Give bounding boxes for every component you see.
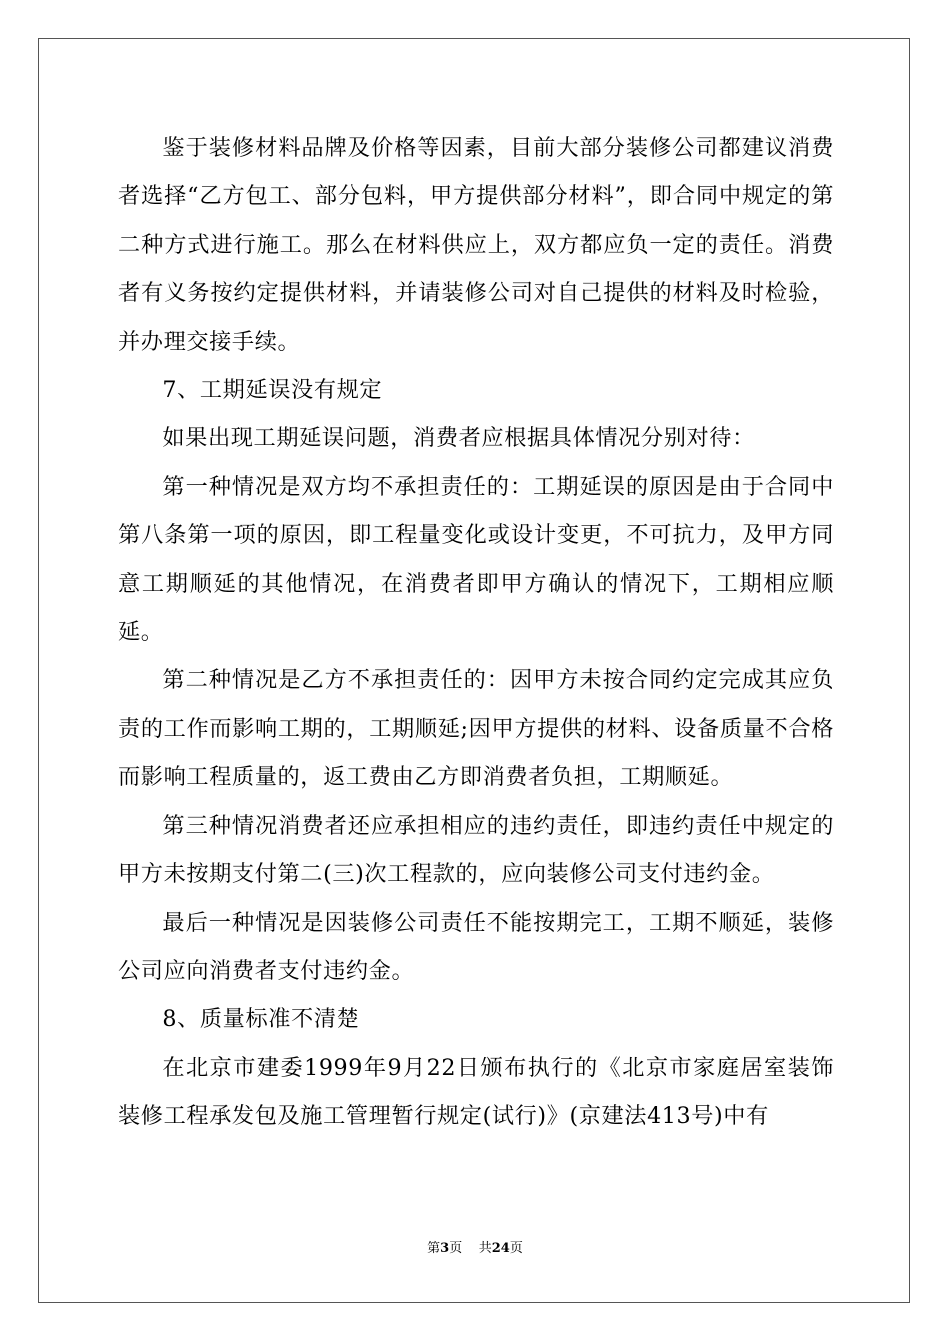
document-body <box>118 124 834 1141</box>
heading-delay-clause: 7、工期延误没有规定 <box>162 377 383 404</box>
footer-prefix: 第 <box>427 1241 441 1256</box>
paragraph-case-two: 第二种情况是乙方不承担责任的：因甲方未按合同约定完成其应负责的工作而影响工期的，工期顺延;因甲方提供的材料、设备质量不合格而影响工程质量的，返工费由乙方即消费者负担，工期顺延。 <box>118 667 834 791</box>
footer-page-suffix: 页 <box>449 1241 463 1256</box>
total-page-count: 24 <box>491 1241 510 1256</box>
paragraph-beijing-regulation: 在北京市建委1999年9月22日颁布执行的《北京市家庭居室装饰装修工程承发包及施工管理暂行规定(试行)》(京建法413号)中有 <box>118 1054 834 1130</box>
footer-total-prefix: 共 <box>478 1241 492 1256</box>
paragraph-case-one: 第一种情况是双方均不承担责任的：工期延误的原因是由于合同中第八条第一项的原因，即工程量变化或设计变更，不可抗力，及甲方同意工期顺延的其他情况，在消费者即甲方确认的情况下，工期相应顺延。 <box>118 473 834 646</box>
paragraph-material-supply: 鉴于装修材料品牌及价格等因素，目前大部分装修公司都建议消费者选择“乙方包工、部分包料，甲方提供部分材料”，即合同中规定的第二种方式进行施工。那么在材料供应上，双方都应负一定的责任。消费者有义务按约定提供材料，并请装修公司对自己提供的材料及时检验，并办理交接手续。 <box>118 135 834 355</box>
paragraph-case-three: 第三种情况消费者还应承担相应的违约责任，即违约责任中规定的甲方未按期支付第二(三)次工程款的，应向装修公司支付违约金。 <box>118 812 834 888</box>
current-page-number: 3 <box>440 1241 450 1256</box>
page-footer <box>0 1241 950 1257</box>
paragraph-delay-intro: 如果出现工期延误问题，消费者应根据具体情况分别对待： <box>162 425 755 452</box>
footer-total-suffix: 页 <box>509 1241 523 1256</box>
paragraph-case-last: 最后一种情况是因装修公司责任不能按期完工，工期不顺延，装修公司应向消费者支付违约金。 <box>118 909 834 984</box>
heading-quality-standard: 8、质量标准不清楚 <box>162 1006 360 1033</box>
